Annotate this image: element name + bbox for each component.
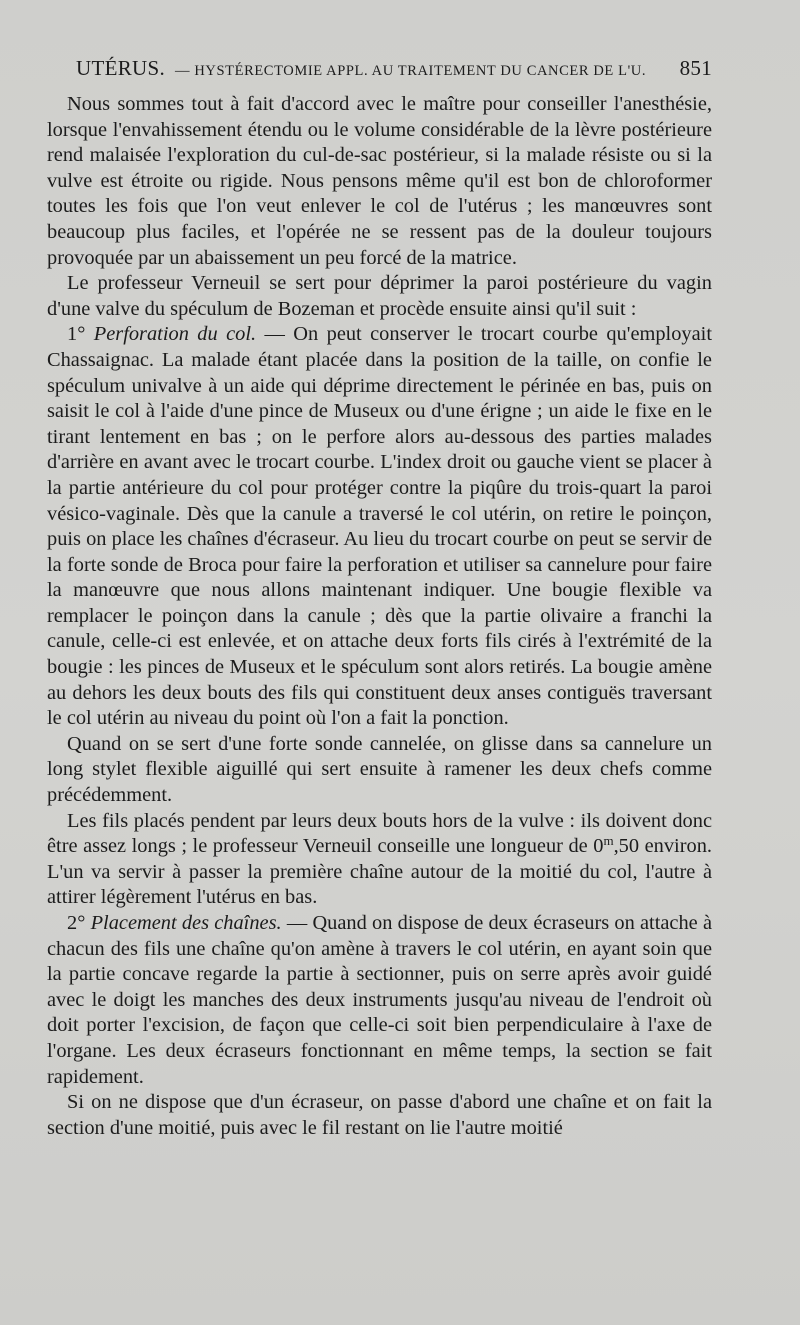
section-heading: Perforation du col. xyxy=(93,323,257,346)
paragraph xyxy=(47,1090,712,1141)
paragraph-text: — On peut conserver le trocart courbe qu'employait Chassaignac. La malade étant placée dans la position de la taille, on confie le spéculum univalve à un aide qui déprime directement le périnée en bas, puis on saisit le col à l'aide d'une pince de Museux ou d'une érigne ; un aide le fixe en le tirant lentement en bas ; on le perfore alors au-dessous des parties malades d'arrière en avant avec le trocart courbe. L'index droit ou gauche vient se placer à la partie antérieure du col pour protéger contre la piqûre du trois-quart la paroi vésico-vaginale. Dès que la canule a traversé le col utérin, on retire le poinçon, puis on place les chaînes d'écraseur. Au lieu du trocart courbe on peut se servir de la forte sonde de Broca pour faire la perforation et utiliser sa cannelure pour faire la manœuvre que nous allons maintenant indiquer. Une bougie flexible va remplacer le poinçon dans la canule ; dès que la partie olivaire a franchi la canule, celle-ci est enlevée, et on attache deux forts fils cirés à l'extrémité de la bougie : les pinces de Museux et le spéculum sont alors retirés. La bougie amène au dehors les deux bouts des fils qui constituent deux anses contiguës traversant le col utérin au niveau du point où l'on a fait la ponction. xyxy=(47,323,713,730)
paragraph xyxy=(47,809,712,911)
paragraph xyxy=(47,732,712,809)
paragraph-text: Quand on se sert d'une forte sonde cannelée, on glisse dans sa cannelure un long stylet flexible aiguillé qui sert ensuite à ramener les deux chefs comme précédemment. xyxy=(47,732,712,807)
running-header xyxy=(76,56,712,84)
paragraph-text: — Quand on dispose de deux écraseurs on attache à chacun des fils une chaîne qu'on amène à travers le col utérin, en ayant soin que la partie concave regarde la partie à sectionner, puis on serre après avoir guidé avec le doigt les manches des deux instruments jusqu'au niveau de l'endroit où doit porter l'excision, de façon que celle-ci soit bien perpendiculaire à l'axe de l'organe. Les deux écraseurs fonctionnant en même temps, la section se fait rapidement. xyxy=(47,912,712,1088)
paragraph-text: Les fils placés pendent par leurs deux bouts hors de la vulve : ils doivent donc être assez longs ; le professeur Verneuil conseille une longueur de 0 xyxy=(47,809,712,858)
section-number: 1° xyxy=(67,323,94,346)
paragraph-text: Nous sommes tout à fait d'accord avec le maître pour conseiller l'anesthésie, lorsque l'envahissement étendu ou le volume considérable de la lèvre postérieure rend malaisée l'exploration du cul-de-sac postérieur, si la malade résiste ou si la vulve est étroite ou rigide. Nous pensons même qu'il est bon de chloroformer toutes les fois que l'on veut enlever le col de l'utérus ; les manœuvres sont beaucoup plus faciles, et l'opérée ne se ressent pas de la douleur toujours provoquée par un abaissement un peu forcé de la matrice. xyxy=(47,93,712,269)
page-number: 851 xyxy=(679,56,712,80)
paragraph-text: ,50 environ. L'un va servir à passer la première chaîne autour de la moitié du col, l'autre à attirer légèrement l'utérus en bas. xyxy=(47,835,712,909)
header-running-title: — HYSTÉRECTOMIE APPL. AU TRAITEMENT DU CANCER DE L'U. xyxy=(175,63,647,79)
paragraph xyxy=(47,92,712,271)
unit-superscript: m xyxy=(603,833,614,849)
body-text xyxy=(47,92,712,1141)
paragraph xyxy=(47,322,712,732)
paragraph-text: Si on ne dispose que d'un écraseur, on passe d'abord une chaîne et on fait la section d'une moitié, puis avec le fil restant on lie l'autre moitié xyxy=(47,1091,712,1139)
header-title: UTÉRUS. xyxy=(76,56,166,80)
paragraph-text: Le professeur Verneuil se sert pour déprimer la paroi postérieure du vagin d'une valve du spéculum de Bozeman et procède ensuite ainsi qu'il suit : xyxy=(47,272,712,320)
section-heading: Placement des chaînes. xyxy=(90,912,282,934)
paragraph xyxy=(47,271,712,322)
paragraph xyxy=(47,911,712,1090)
section-number: 2° xyxy=(67,912,91,934)
